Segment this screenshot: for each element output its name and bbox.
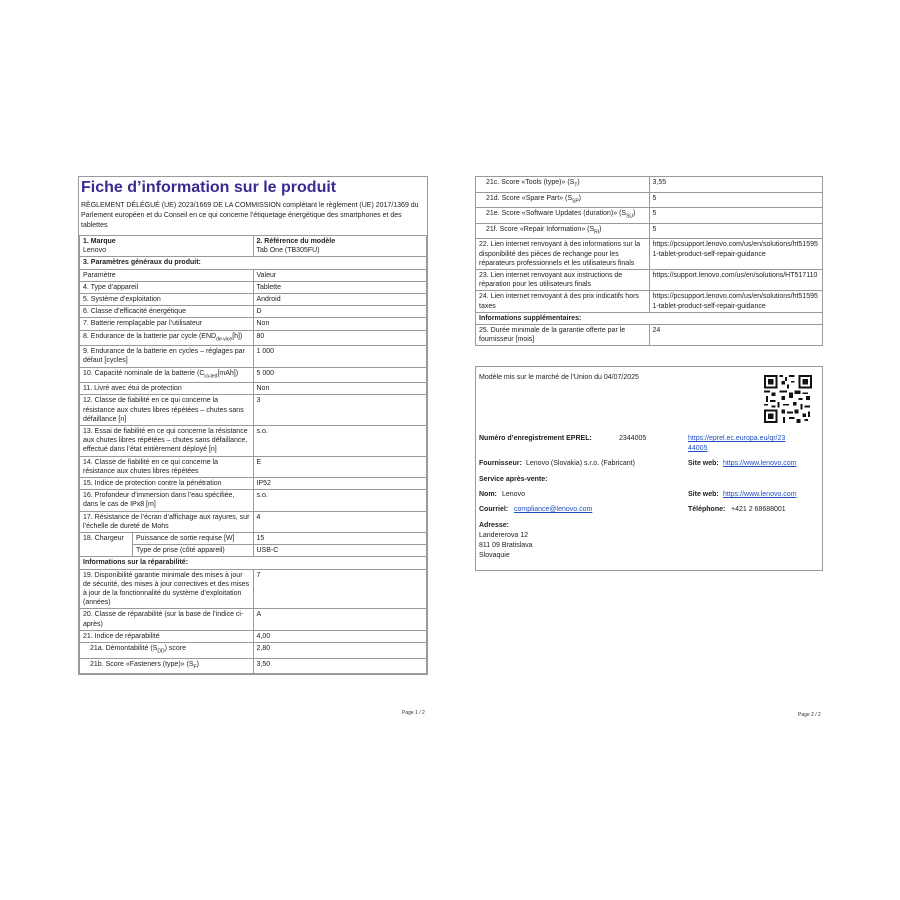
table-row <box>80 490 427 511</box>
value-header: Valeur <box>253 269 427 281</box>
row-value: 5 <box>649 192 823 208</box>
table-row <box>80 318 427 330</box>
row-value: 7 <box>253 569 427 609</box>
charger-plug-value: USB-C <box>256 547 279 555</box>
page-1 <box>78 176 428 675</box>
row-label: 9. Endurance de la batterie en cycles – réglages par défaut [cycles] <box>83 348 245 365</box>
row-label: 15. Indice de protection contre la pénétration <box>83 480 222 488</box>
row-label: 24. Lien internet renvoyant à des prix indicatifs hors taxes <box>479 293 639 310</box>
table-row <box>80 236 427 257</box>
row-label: 12. Classe de fiabilité en ce qui concerne la résistance aux chutes libres répétées – chutes sans défaillance [n] <box>83 397 244 423</box>
registration-info-box <box>475 366 823 571</box>
product-info-table <box>79 235 427 674</box>
email-link[interactable]: compliance@lenovo.com <box>514 506 593 513</box>
table-row <box>80 478 427 490</box>
row-value: 3,50 <box>253 658 427 674</box>
row-value: A <box>253 609 427 630</box>
row-value: 2,80 <box>253 643 427 659</box>
table-row: 10. Capacité nominale de la batterie $(C_{ra-ted}[mAh])$ 5 000 <box>80 367 427 383</box>
row-value: Android <box>253 294 427 306</box>
row-label: 7. Batterie remplaçable par l’utilisateur <box>83 320 203 328</box>
table-row <box>80 569 427 609</box>
row-label: 20. Classe de réparabilité (sur la base de l’indice ci-après) <box>83 611 244 628</box>
site-link[interactable]: https://www.lenovo.com <box>723 460 797 467</box>
row-value: Non <box>253 318 427 330</box>
row-value: https://pcsupport.lenovo.com/us/en/solutions/ht515951-tablet-product-self-repair-guidance <box>649 291 823 312</box>
model-value: Tab One (TB305FU) <box>256 247 320 255</box>
row-value: 3 <box>253 395 427 426</box>
repair-score-rows <box>476 177 823 313</box>
document-title: Fiche d’information sur le produit <box>81 179 337 196</box>
table-row: 21d. Score «Spare Part» $(S_{SP})$ 5 <box>476 192 823 208</box>
row-value: IP52 <box>253 478 427 490</box>
table-row <box>476 325 823 346</box>
section-header-row <box>80 257 427 269</box>
name-label: Nom: <box>479 491 497 498</box>
row-label: 21e. Score «Software Updates (duration)» (S <box>486 210 627 218</box>
row-value: s.o. <box>253 490 427 511</box>
address-line-2: 811 09 Bratislava <box>479 542 533 549</box>
repair-rows <box>80 569 427 642</box>
brand-value: Lenovo <box>83 247 106 255</box>
table-row: 8. Endurance de la batterie par cycle $(END_{de-vice}[h])$ 80 <box>80 330 427 346</box>
row-label: 11. Livré avec étui de protection <box>83 385 182 393</box>
table-row <box>80 609 427 630</box>
supplier-label: Fournisseur: <box>479 460 522 467</box>
email-label: Courriel: <box>479 506 509 513</box>
section-additional-info: Informations supplémentaires: <box>476 312 823 324</box>
row-label: 10. Capacité nominale de la batterie (C <box>83 369 205 377</box>
supplier-value: Lenovo (Slovakia) s.r.o. (Fabricant) <box>526 460 635 467</box>
table-row <box>80 395 427 426</box>
row-label: 5. Système d’exploitation <box>83 296 161 304</box>
row-value: E <box>253 456 427 477</box>
qr-code-icon[interactable] <box>764 375 812 423</box>
row-label: 23. Lien internet renvoyant aux instructions de réparation pour les utilisateurs finals <box>479 271 623 289</box>
warranty-label: 25. Durée minimale de la garantie offerte par le fournisseur [mois] <box>476 325 650 346</box>
row-label: 17. Résistance de l’écran d’affichage aux rayures, sur l’échelle de dureté de Mohs <box>83 513 250 530</box>
row-label: 6. Classe d’efficacité énergétique <box>83 308 186 316</box>
row-value: Non <box>253 383 427 395</box>
row-value: s.o. <box>253 426 427 457</box>
row-value: 5 <box>649 223 823 239</box>
table-header-row <box>80 269 427 281</box>
table-row <box>476 269 823 290</box>
site-label: Site web: <box>688 460 719 467</box>
eprel-value: 2344005 <box>619 435 647 442</box>
table-row: 21f. Score «Repair Information» $(S_{RI})$ 5 <box>476 223 823 239</box>
charger-power-value: 15 <box>254 533 427 545</box>
regulation-text: RÈGLEMENT DÉLÉGUÉ (UE) 2023/1669 DE LA COMMISSION complétant le règlement (UE) 2017/1369 du Parlement européen et du Conseil en ce qui concerne l’étiquetage énergétique des smartphones et des tablettes <box>81 202 419 229</box>
row-label: 22. Lien internet renvoyant à des informations sur la disponibilité des pièces de rechange pour les réparateurs professionnels et les utilisateurs finals <box>479 241 641 267</box>
row-value: https://pcsupport.lenovo.com/us/en/solutions/ht515951-tablet-product-self-repair-guidance <box>649 239 823 270</box>
row-value: Tablette <box>253 281 427 293</box>
row-label: 16. Profondeur d’immersion dans l’eau spécifiée, dans le cas de IPx8 [m] <box>83 492 235 509</box>
row-value: 4,00 <box>253 630 427 642</box>
table-row <box>80 426 427 457</box>
table-row <box>80 511 427 532</box>
page-2 <box>475 176 823 346</box>
page-number-2: Page 2 / 2 <box>798 712 821 718</box>
row-value: https://support.lenovo.com/us/en/solutions/HT517110 <box>649 269 823 290</box>
table-row: 21a. Démontabilité $(S_{DD})$ score 2,80 <box>80 643 427 659</box>
model-label: 2. Référence du modèle <box>256 238 336 245</box>
row-label: 19. Disponibilité garantie minimale des mises à jour de sécurité, des mises à jour correctives et des mises à jour de la fonctionnalité du système d’exploitation (années) <box>83 571 250 607</box>
row-value: 1 000 <box>253 346 427 367</box>
repair-info-table <box>475 176 823 346</box>
name-value: Lenovo <box>502 491 525 498</box>
table-row: 21b. Score «Fasteners (type)» $(S_F)$ 3,50 <box>80 658 427 674</box>
row-label: 21a. Démontabilité (S <box>90 645 158 653</box>
table-row <box>80 294 427 306</box>
row-label: 4. Type d’appareil <box>83 283 139 291</box>
row-value: 4 <box>253 511 427 532</box>
row-label: 21d. Score «Spare Part» (S <box>486 194 572 202</box>
row-label: 21. Indice de réparabilité <box>83 632 160 640</box>
charger-power-label: Puissance de sortie requise [W] <box>133 533 253 545</box>
row-value: 5 000 <box>253 367 427 383</box>
site2-link[interactable]: https://www.lenovo.com <box>723 491 797 498</box>
row-label: 14. Classe de fiabilité en ce qui concerne la résistance aux chutes libres répétées <box>83 458 219 475</box>
section-header-row <box>476 312 823 324</box>
table-row: 21c. Score «Tools (type)» $(S_T)$ 3,55 <box>476 177 823 193</box>
charger-row <box>80 533 427 557</box>
eprel-link[interactable]: https://eprel.ec.europa.eu/qr/2344005 <box>688 435 786 452</box>
section-header-row <box>80 557 427 569</box>
eprel-label: Numéro d’enregistrement EPREL: <box>479 435 592 442</box>
row-label: 8. Endurance de la batterie par cycle (END <box>83 332 217 340</box>
row-label: 21b. Score «Fasteners (type)» (S <box>90 660 194 668</box>
section-repairability: Informations sur la réparabilité: <box>80 557 427 569</box>
table-row <box>80 346 427 367</box>
row-label: 21c. Score «Tools (type)» (S <box>486 179 575 186</box>
site2-label: Site web: <box>688 491 719 498</box>
row-value: 80 <box>253 330 427 346</box>
address-line-1: Landererova 12 <box>479 532 529 539</box>
phone-value: +421 2 68688001 <box>731 506 786 513</box>
after-sales-label: Service après-vente: <box>479 476 548 483</box>
table-row <box>80 306 427 318</box>
row-value: D <box>253 306 427 318</box>
market-date: Modèle mis sur le marché de l’Union du 04/07/2025 <box>479 374 639 381</box>
row-label: 13. Essai de fiabilité en ce qui concerne la résistance aux chutes libres répétées – chutes sans défaillance, effectué dans l’état entièrement déployé [n] <box>83 428 248 454</box>
charger-plug-label: Type de prise (côté appareil) <box>136 547 225 555</box>
section-general-params: 3. Paramètres généraux du produit: <box>80 257 427 269</box>
table-row <box>476 239 823 270</box>
phone-label: Téléphone: <box>688 506 726 513</box>
table-row <box>80 456 427 477</box>
row-value: 3,55 <box>649 177 823 193</box>
address-label: Adresse: <box>479 522 509 529</box>
general-params-rows <box>80 281 427 532</box>
charger-label: 18. Chargeur <box>80 533 133 556</box>
table-row: 21e. Score «Software Updates (duration)» $(S_{SU})$ 5 <box>476 208 823 224</box>
row-value: 5 <box>649 208 823 224</box>
address-line-3: Slovaquie <box>479 552 510 559</box>
param-header: Paramètre <box>80 269 254 281</box>
table-row <box>80 630 427 642</box>
page-number-1: Page 1 / 2 <box>402 710 425 716</box>
warranty-value: 24 <box>649 325 823 346</box>
table-row <box>476 291 823 312</box>
table-row <box>80 383 427 395</box>
row-label: 21f. Score «Repair Information» (S <box>486 225 595 233</box>
brand-label: 1. Marque <box>83 238 116 245</box>
table-row <box>80 281 427 293</box>
